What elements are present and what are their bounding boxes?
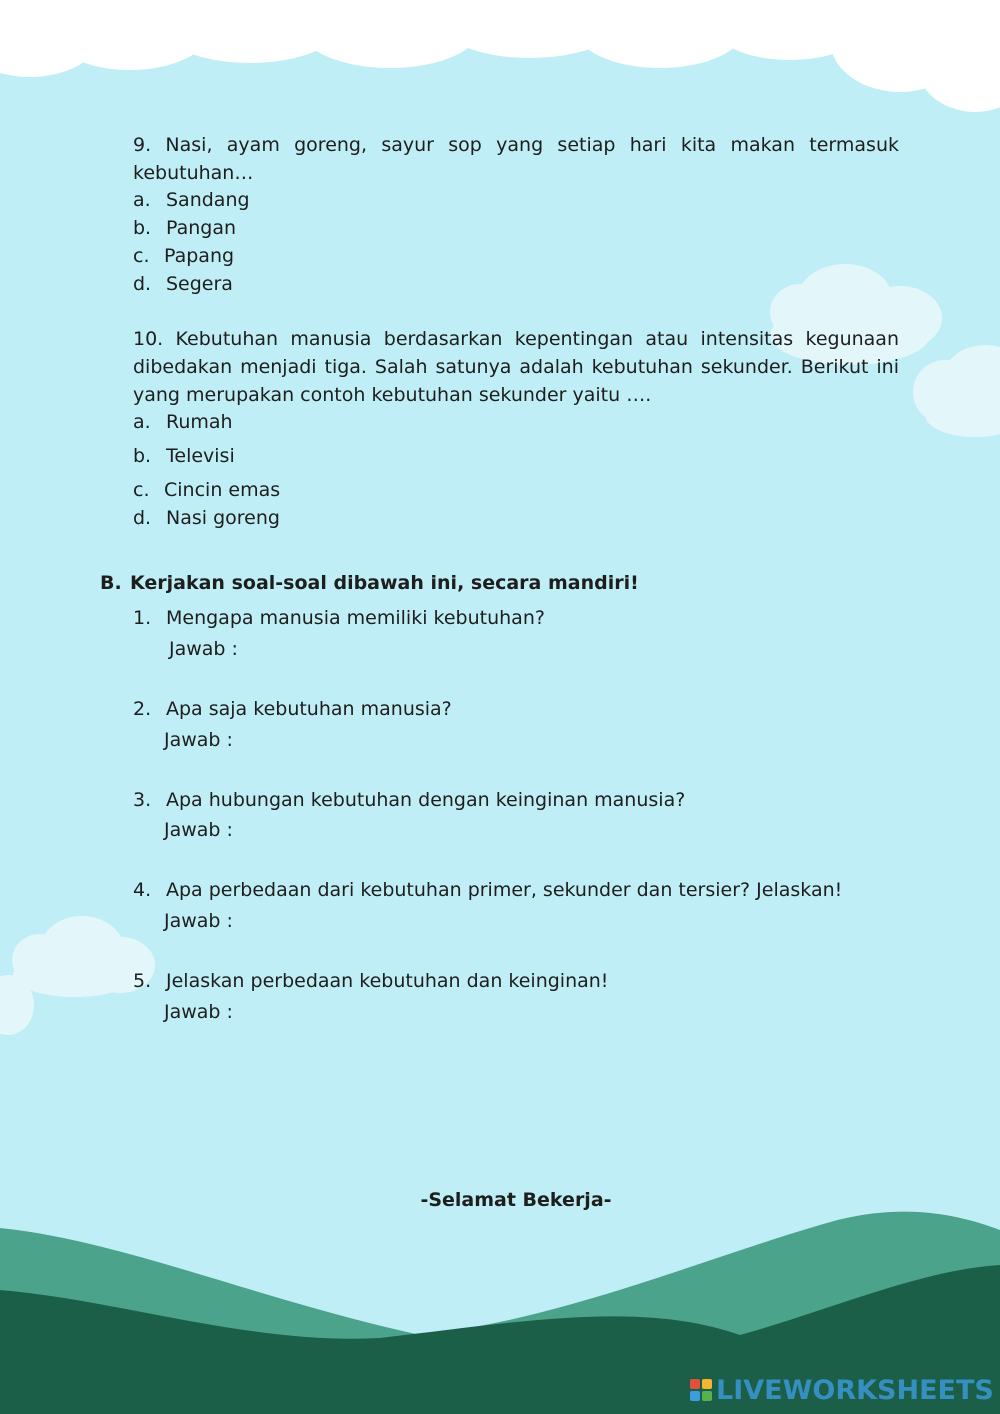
question-9-text: 9. Nasi, ayam goreng, sayur sop yang setiap hari kita makan termasuk kebutuhan… (133, 134, 899, 184)
answer-label-3: Jawab : (164, 819, 233, 841)
question-number: 3. (133, 789, 152, 811)
question-10-text: 10. Kebutuhan manusia berdasarkan kepentingan atau intensitas kegunaan dibedakan menjadi tiga. Salah satunya adalah kebutuhan sekunder. Berikut ini yang merupakan contoh kebutuhan sekunder yaitu …. (133, 328, 899, 406)
option-text: Papang (164, 245, 235, 267)
question-number: 1. (133, 607, 152, 629)
option-text: Pangan (166, 217, 237, 239)
option-letter: a. (133, 189, 151, 211)
option-letter: d. (133, 507, 152, 529)
option-letter: b. (133, 445, 152, 467)
section-title: Kerjakan soal-soal dibawah ini, secara mandiri! (130, 572, 639, 594)
question-text: Jelaskan perbedaan kebutuhan dan keinginan! (166, 970, 609, 992)
question-text: Apa perbedaan dari kebutuhan primer, sekunder dan tersier? Jelaskan! (166, 879, 843, 901)
closing-text: -Selamat Bekerja- (420, 1189, 612, 1211)
question-9-option-c (133, 242, 234, 270)
question-10-option-a (133, 408, 233, 436)
essay-question-5 (133, 967, 608, 995)
answer-label-4: Jawab : (164, 910, 233, 932)
question-number: 4. (133, 879, 152, 901)
option-text: Rumah (166, 411, 233, 433)
essay-question-1 (133, 604, 545, 632)
liveworksheets-watermark[interactable] (690, 1374, 994, 1406)
essay-question-4 (133, 876, 842, 904)
question-text: Mengapa manusia memiliki kebutuhan? (166, 607, 545, 629)
question-10-option-b (133, 442, 235, 470)
section-b-heading (100, 569, 639, 597)
question-9-option-a (133, 186, 250, 214)
option-text: Televisi (166, 445, 235, 467)
question-9-option-d (133, 270, 233, 298)
essay-question-2 (133, 695, 452, 723)
option-letter: d. (133, 273, 152, 295)
option-letter: a. (133, 411, 151, 433)
answer-label-5: Jawab : (164, 1001, 233, 1023)
option-letter: c. (133, 245, 150, 267)
liveworksheets-logo-icon (690, 1379, 712, 1401)
answer-label-1: Jawab : (169, 638, 238, 660)
section-letter: B. (100, 572, 122, 594)
question-9-option-b (133, 214, 236, 242)
essay-question-3 (133, 786, 685, 814)
option-text: Sandang (166, 189, 250, 211)
question-number: 5. (133, 970, 152, 992)
question-number: 2. (133, 698, 152, 720)
option-letter: c. (133, 479, 150, 501)
brand-text: LIVEWORKSHEETS (716, 1374, 994, 1406)
option-letter: b. (133, 217, 152, 239)
option-text: Cincin emas (164, 479, 281, 501)
option-text: Nasi goreng (166, 507, 280, 529)
answer-label-2: Jawab : (164, 729, 233, 751)
question-text: Apa saja kebutuhan manusia? (166, 698, 452, 720)
question-10-option-d (133, 504, 280, 532)
question-10-option-c (133, 476, 280, 504)
question-text: Apa hubungan kebutuhan dengan keinginan manusia? (166, 789, 686, 811)
option-text: Segera (166, 273, 233, 295)
